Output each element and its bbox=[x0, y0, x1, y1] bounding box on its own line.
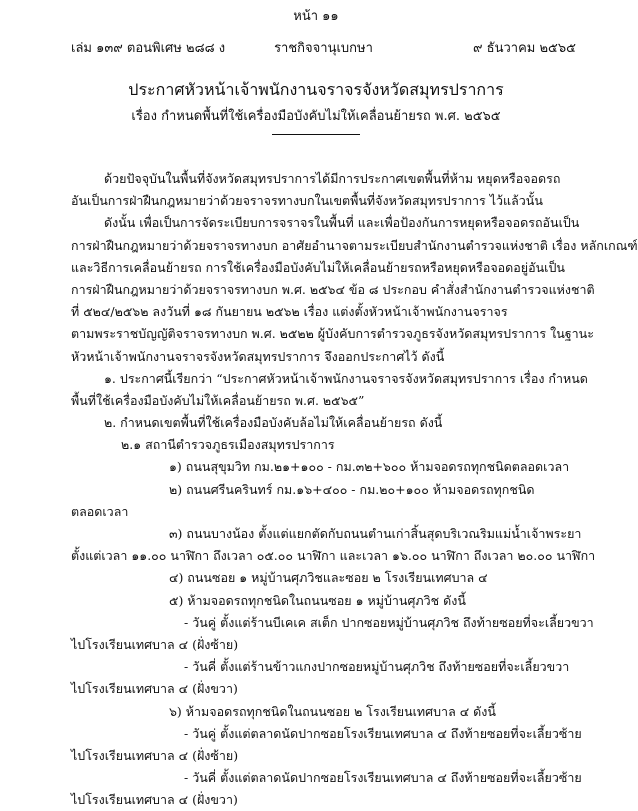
clause-1: ๑. ประกาศนี้เรียกว่า “ประกาศหัวหน้าเจ้าพนักงานจราจรจังหวัดสมุทรปราการ เรื่อง กำหนด bbox=[104, 370, 588, 386]
announcement-body bbox=[71, 168, 638, 811]
body-line: ดังนั้น เพื่อเป็นการจัดระเบียบการจราจรในพื้นที่ และเพื่อป้องกันการหยุดหรือจอดรถอันเป็น bbox=[104, 215, 580, 231]
item-1: ๑) ถนนสุขุมวิท กม.๒๑+๑๐๐ - กม.๓๒+๖๐๐ ห้ามจอดรถทุกชนิดตลอดเวลา bbox=[169, 459, 570, 475]
body-line: ด้วยปัจจุบันในพื้นที่จังหวัดสมุทรปราการได้มีการประกาศเขตพื้นที่ห้าม หยุดหรือจอดรถ bbox=[104, 171, 561, 186]
title-divider bbox=[272, 134, 360, 135]
body-line: ไปโรงเรียนเทศบาล ๔ (ฝั่งขวา) bbox=[71, 681, 238, 697]
item-3: ๓) ถนนบางน้อง ตั้งแต่แยกตัดกับถนนตำนเก่าสิ้นสุดบริเวณริมแม่น้ำเจ้าพระยา bbox=[169, 526, 582, 541]
body-line: ตลอดเวลา bbox=[71, 503, 129, 519]
body-line: ตามพระราชบัญญัติจราจรทางบก พ.ศ. ๒๕๒๒ ผู้บังคับการตำรวจภูธรจังหวัดสมุทรปราการ ในฐานะ bbox=[71, 326, 594, 342]
body-line: ที่ ๕๒๔/๒๕๖๒ ลงวันที่ ๑๘ กันยายน ๒๕๖๒ เรื่อง แต่งตั้งหัวหน้าเจ้าพนักงานจราจร bbox=[71, 304, 508, 320]
body-line: การฝ่าฝืนกฎหมายว่าด้วยจราจรทางบก อาศัยอำนาจตามระเบียบสำนักงานตำรวจแห่งชาติ เรื่อง หลักเกณฑ์ bbox=[71, 237, 638, 253]
clause-2-1: ๒.๑ สถานีตำรวจภูธรเมืองสมุทรปราการ bbox=[121, 437, 335, 453]
item-5-odd-day: - วันคี่ ตั้งแต่ร้านข้าวแกงปากซอยหมู่บ้านศุภวิช ถึงท้ายซอยที่จะเลี้ยวขวา bbox=[184, 659, 570, 675]
item-2: ๒) ถนนศรีนครินทร์ กม.๑๖+๔๐๐ - กม.๒๐+๑๐๐ ห้ามจอดรถทุกชนิด bbox=[169, 481, 535, 497]
item-6-even-day: - วันคู่ ตั้งแต่ตลาดนัดปากซอยโรงเรียนเทศบาล ๔ ถึงท้ายซอยที่จะเลี้ยวซ้าย bbox=[184, 725, 582, 741]
page-number: หน้า ๑๑ bbox=[293, 9, 339, 24]
body-line: ไปโรงเรียนเทศบาล ๔ (ฝั่งซ้าย) bbox=[71, 636, 239, 652]
body-line: ตั้งแต่เวลา ๑๑.๐๐ นาฬิกา ถึงเวลา ๐๕.๐๐ นาฬิกา และเวลา ๑๖.๐๐ นาฬิกา ถึงเวลา ๒๐.๐๐ นาฬิกา bbox=[71, 548, 596, 564]
body-line: หัวหน้าเจ้าพนักงานจราจรจังหวัดสมุทรปราการ จึงออกประกาศไว้ ดังนี้ bbox=[71, 348, 445, 364]
item-6: ๖) ห้ามจอดรถทุกชนิดในถนนซอย ๒ โรงเรียนเทศบาล ๔ ดังนี้ bbox=[169, 703, 496, 719]
item-6-odd-day: - วันคี่ ตั้งแต่ตลาดนัดปากซอยโรงเรียนเทศบาล ๔ ถึงท้ายซอยที่จะเลี้ยวซ้าย bbox=[184, 770, 582, 786]
announcement-title: ประกาศหัวหน้าเจ้าพนักงานจราจรจังหวัดสมุทรปราการ bbox=[128, 80, 504, 99]
body-line: ไปโรงเรียนเทศบาล ๔ (ฝั่งขวา) bbox=[71, 792, 238, 808]
body-line: พื้นที่ใช้เครื่องมือบังคับไม่ให้เคลื่อนย้ายรถ พ.ศ. ๒๕๖๕” bbox=[71, 392, 365, 408]
body-line: อันเป็นการฝ่าฝืนกฎหมายว่าด้วยจราจรทางบกในเขตพื้นที่จังหวัดสมุทรปราการ ไว้แล้วนั้น bbox=[71, 193, 543, 209]
body-line: และวิธีการเคลื่อนย้ายรถ การใช้เครื่องมือบังคับไม่ให้เคลื่อนย้ายรถหรือหยุดหรือจอดอยู่อันเป็น bbox=[71, 259, 565, 275]
volume-info: เล่ม ๑๓๙ ตอนพิเศษ ๒๘๘ ง bbox=[71, 41, 226, 56]
body-line: ไปโรงเรียนเทศบาล ๔ (ฝั่งซ้าย) bbox=[71, 747, 239, 763]
clause-2: ๒. กำหนดเขตพื้นที่ใช้เครื่องมือบังคับล้อไม่ให้เคลื่อนย้ายรถ ดังนี้ bbox=[104, 415, 443, 431]
gazette-name: ราชกิจจานุเบกษา bbox=[274, 41, 373, 56]
item-5-even-day: - วันคู่ ตั้งแต่ร้านบีเคเค สเต็ก ปากซอยหมู่บ้านศุภวิช ถึงท้ายซอยที่จะเลี้ยวขวา bbox=[184, 614, 594, 630]
body-line: การฝ่าฝืนกฎหมายว่าด้วยจราจรทางบก พ.ศ. ๒๕๖๔ ข้อ ๘ ประกอบ คำสั่งสำนักงานตำรวจแห่งชาติ bbox=[71, 281, 595, 297]
publish-date: ๙ ธันวาคม ๒๕๖๕ bbox=[473, 41, 576, 56]
item-4: ๔) ถนนซอย ๑ หมู่บ้านศุภวิชและซอย ๒ โรงเรียนเทศบาล ๔ bbox=[169, 570, 488, 586]
announcement-subject: เรื่อง กำหนดพื้นที่ใช้เครื่องมือบังคับไม่ให้เคลื่อนย้ายรถ พ.ศ. ๒๕๖๕ bbox=[131, 109, 501, 124]
item-5: ๕) ห้ามจอดรถทุกชนิดในถนนซอย ๑ หมู่บ้านศุภวิช ดังนี้ bbox=[169, 592, 466, 608]
